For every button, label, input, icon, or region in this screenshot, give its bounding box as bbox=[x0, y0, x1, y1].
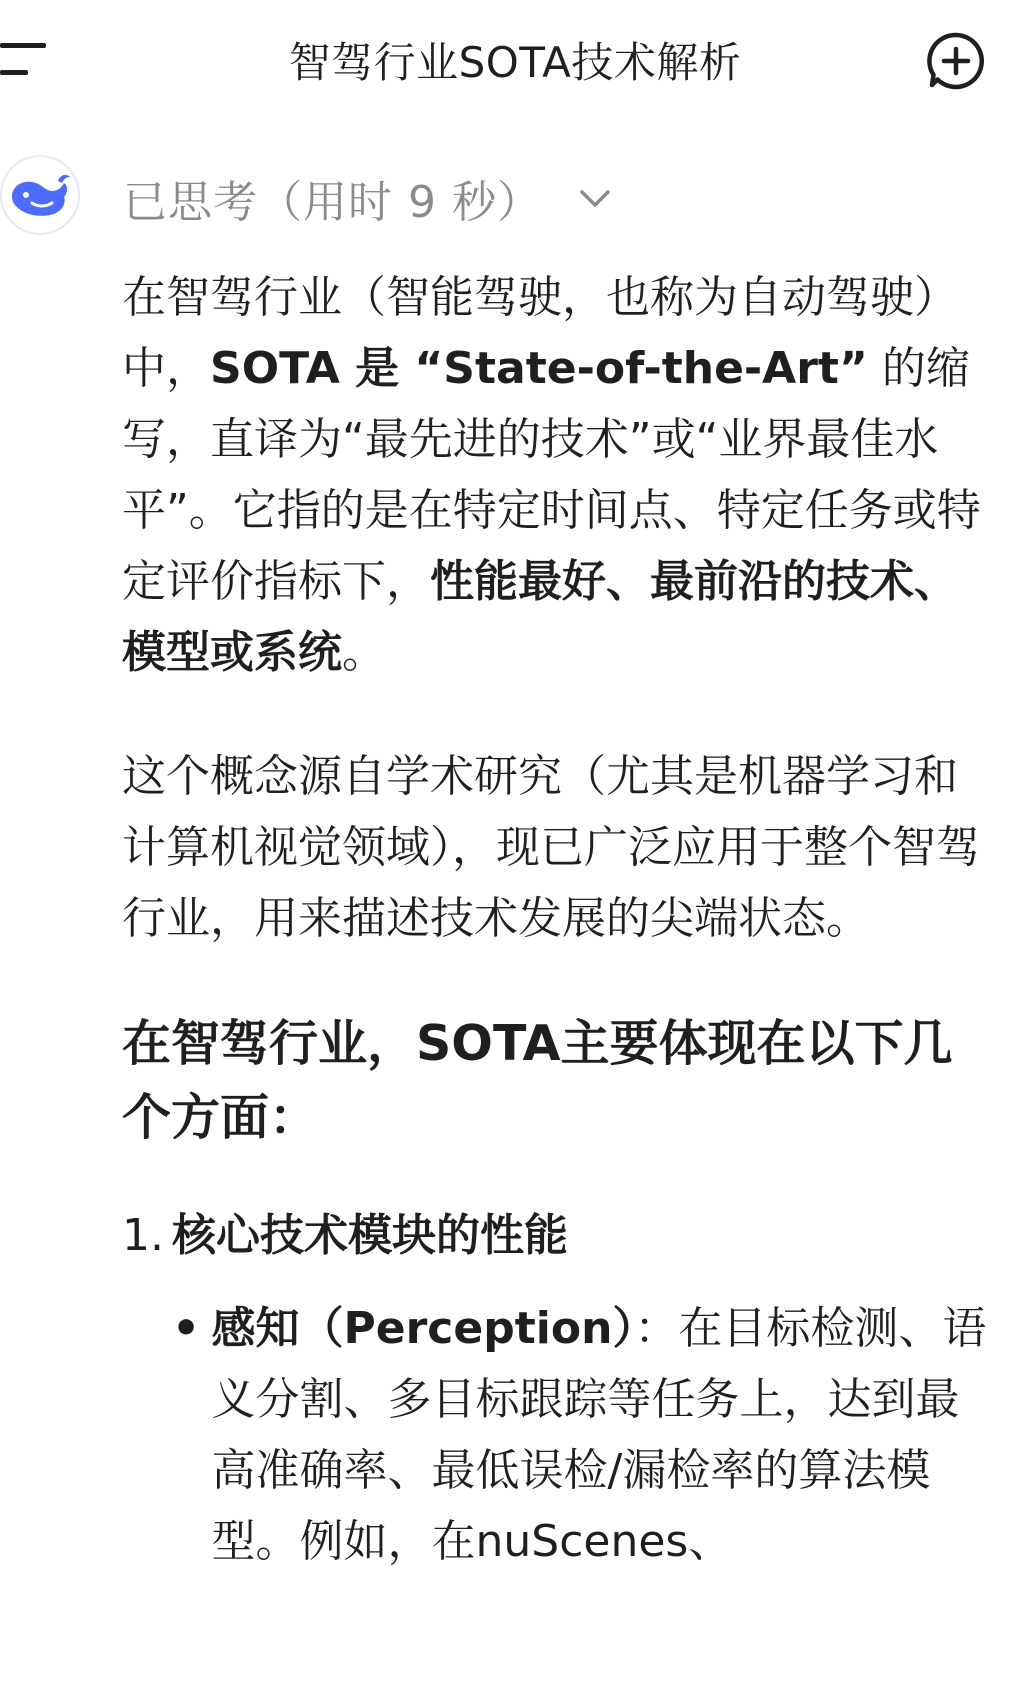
emphasis-text: 性能最好、最前沿的技术、模型或系统 bbox=[122, 556, 958, 678]
text-span: 的缩写，直译为“最先进的技术”或“业界最佳水平”。它指的是在特定时间点、特定任务或特定评价指标下， bbox=[122, 343, 981, 607]
thinking-toggle[interactable] bbox=[123, 168, 614, 228]
section-heading: 在智驾行业，SOTA主要体现在以下几个方面： bbox=[122, 1015, 953, 1146]
page-title: 智驾行业SOTA技术解析 bbox=[288, 38, 742, 87]
bullet-icon: • bbox=[172, 1303, 201, 1354]
sub-list-text bbox=[212, 1293, 992, 1577]
sub-list-item bbox=[172, 1293, 992, 1577]
list-item-title: 核心技术模块的性能 bbox=[172, 1210, 568, 1261]
assistant-message bbox=[122, 262, 992, 1577]
thinking-label: 已思考（用时 9 秒） bbox=[123, 177, 542, 228]
text-span: ：在目标检测、语义分割、多目标跟踪等任务上，达到最高准确率、最低误检/漏检率的算法模型。例如，在nuScenes、 bbox=[211, 1303, 987, 1567]
sota-term: SOTA 是 “State-of-the-Art” bbox=[210, 343, 868, 394]
sub-list bbox=[172, 1293, 992, 1577]
message-paragraph: 这个概念源自学术研究（尤其是机器学习和计算机视觉领域），现已广泛应用于整个智驾行业，用来描述技术发展的尖端状态。 bbox=[122, 751, 980, 944]
message-paragraph bbox=[122, 262, 992, 688]
assistant-avatar bbox=[0, 155, 80, 235]
list-item bbox=[122, 1200, 992, 1271]
plus-circle-icon bbox=[925, 30, 987, 92]
sub-list-term: 感知（Perception） bbox=[211, 1303, 635, 1354]
chevron-down-icon bbox=[576, 179, 614, 217]
list-number: 1. bbox=[122, 1210, 164, 1261]
new-chat-button[interactable] bbox=[925, 30, 987, 92]
text-span: 在智驾行业（智能驾驶，也称为自动驾驶）中， bbox=[122, 272, 958, 394]
text-span: 。 bbox=[342, 627, 386, 678]
whale-logo-icon bbox=[2, 157, 78, 233]
top-bar bbox=[0, 0, 1030, 120]
